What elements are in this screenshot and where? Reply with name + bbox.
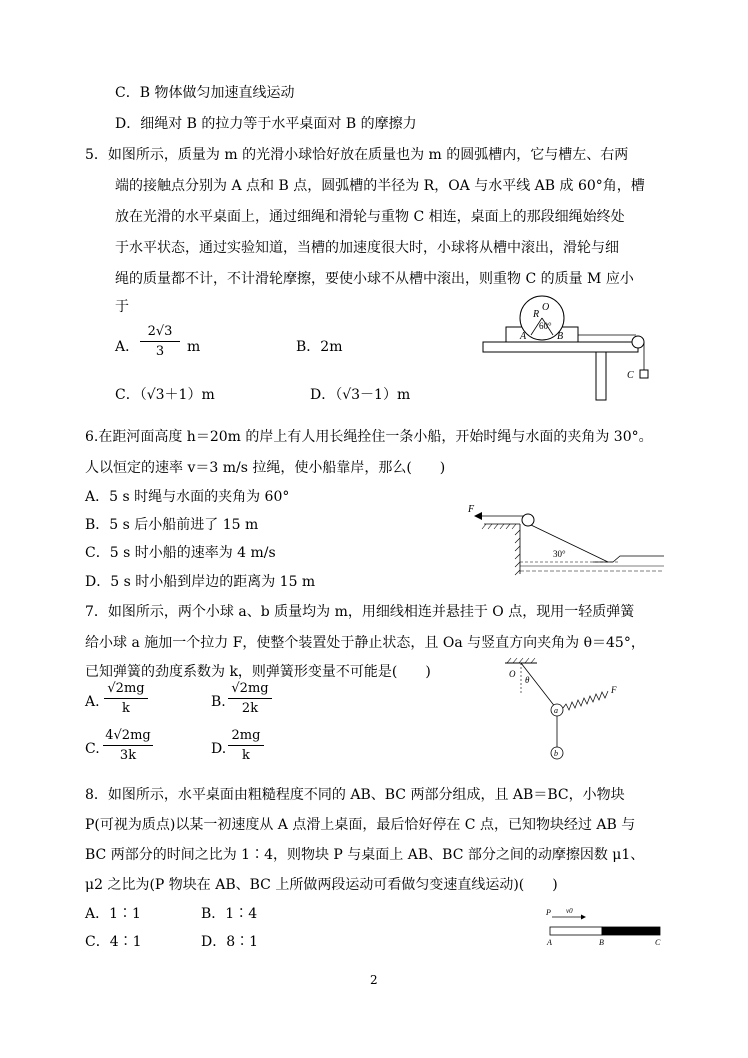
q7-text-line-1: 7．如图所示，两个小球 a、b 质量均为 m，用细线相连并悬挂于 O 点，现用一轻质弹簧 [85,604,635,620]
q8-option-d: D．8∶1 [201,934,259,950]
q8-surface-ab [550,927,602,935]
q5-option-a-unit: m [187,339,201,355]
q5-label-b: B [557,331,564,342]
q5-table-top [483,342,638,352]
q7-string-oa [521,663,556,708]
q6-wall-hatch [515,530,520,575]
q6-figure [468,500,668,580]
q7-option-d-label: D. [211,741,227,757]
q5-pulley [632,336,644,348]
q6-option-a: A．5 s 时绳与水面的夹角为 60° [85,489,290,505]
q7-label-o: O [509,669,516,679]
q5-label-a: A [520,331,527,342]
q6-text-line-2: 人以恒定的速率 v＝3 m/s 拉绳，使小船靠岸，那么( ) [85,460,446,476]
q5-label-r: R [533,309,540,320]
q6-option-d: D．5 s 时小船到岸边的距离为 15 m [85,574,316,590]
q6-boat [593,556,664,562]
q8-surface-bc [602,927,660,935]
q5-label-angle: 60° [539,321,552,331]
q6-label-f: F [468,504,475,515]
q7-option-b-fraction [228,682,272,715]
q5-option-a-fraction [140,325,180,358]
q5-text-line-2: 端的接触点分别为 A 点和 B 点，圆弧槽的半径为 R，OA 与水平线 AB 成 60°角，槽 [115,178,645,194]
q5-label-c: C [627,370,634,381]
q8-figure [544,905,666,947]
q5-option-a-numerator: 2√3 [140,325,180,342]
q8-label-a: A [547,938,552,947]
q8-text-line-2: P(可视为质点)以某一初速度从 A 点滑上桌面，最后恰好停在 C 点，已知物块经过 AB 与 [85,817,636,833]
q7-label-a: a [554,706,558,715]
q8-text-line-3: BC 两部分的时间之比为 1∶4，则物块 P 与桌面上 AB、BC 部分之间的动摩擦因数 μ1、 [85,847,645,863]
q7-label-theta: θ [525,675,530,685]
q7-option-d-numerator: 2mg [228,729,264,746]
q5-figure [478,290,658,408]
q7-text-line-3: 已知弹簧的劲度系数为 k，则弹簧形变量不可能是( ) [85,664,431,680]
q7-option-a-denominator: k [122,701,130,716]
q7-text-line-2: 给小球 a 施加一个拉力 F，使整个装置处于静止状态，且 Oa 与竖直方向夹角为 θ＝45°， [85,635,645,651]
q5-option-a-denominator: 3 [155,344,165,359]
q5-text-line-1: 5．如图所示，质量为 m 的光滑小球恰好放在质量也为 m 的圆弧槽内，它与槽左、右两 [85,147,629,163]
q7-option-c-label: C. [85,741,100,757]
q5-option-b: B．2m [296,339,343,355]
q7-option-d-fraction [228,729,264,762]
q7-option-c-numerator: 4√2mg [103,729,153,746]
q6-arrow-f [474,512,482,520]
q5-option-d: D．（√3－1）m [310,387,411,403]
q8-label-b: B [599,938,604,947]
q4-option-d: D．细绳对 B 的拉力等于水平桌面对 B 的摩擦力 [115,116,417,132]
q5-weight-c [640,370,648,378]
q7-option-b-numerator: √2mg [228,682,272,699]
q5-option-c: C．（√3＋1）m [115,387,215,403]
q7-option-c-fraction [103,729,153,762]
q6-pulley [522,514,534,526]
page-number: 2 [370,973,378,987]
q7-option-b-denominator: 2k [241,701,259,716]
q7-label-b: b [554,749,558,758]
q8-velocity-arrowhead [581,915,586,920]
q7-option-b-label: B. [211,694,226,710]
q5-text-line-5: 绳的质量都不计，不计滑轮摩擦，要使小球不从槽中滚出，则重物 C 的质量 M 应小 [115,271,634,287]
q7-option-c-denominator: 3k [119,748,137,763]
q7-label-f: F [611,685,617,695]
q5-text-line-6: 于 [115,299,129,315]
q7-option-d-denominator: k [242,748,250,763]
q6-option-c: C．5 s 时小船的速率为 4 m/s [85,545,276,561]
q8-label-p: P [546,908,551,917]
q8-option-a: A．1∶1 [85,906,141,922]
q7-spring [563,691,608,710]
q8-option-c: C．4∶1 [85,934,142,950]
q5-label-o: O [542,302,550,313]
q8-label-c: C [655,938,661,947]
q6-option-b: B．5 s 后小船前进了 15 m [85,517,259,533]
q7-option-a-numerator: √2mg [104,682,148,699]
q6-text-line-1: 6.在距河面高度 h＝20m 的岸上有人用长绳拴住一条小船，开始时绳与水面的夹角为 30°。 [85,429,653,445]
q7-option-a-label: A. [85,694,100,710]
q7-figure [495,655,635,765]
q5-text-line-3: 放在光滑的水平桌面上，通过细绳和滑轮与重物 C 相连，桌面上的那段细绳始终处 [115,209,625,225]
q4-option-c: C．B 物体做匀加速直线运动 [115,85,295,101]
q8-option-b: B．1∶4 [201,906,258,922]
q6-bank-hatch [482,524,516,529]
q6-rope-to-boat [531,525,608,562]
q5-table-leg [596,352,606,400]
q7-ceiling-hatch [507,658,535,663]
q6-label-angle: 30° [553,549,566,559]
q5-text-line-4: 于水平状态，通过实验知道，当槽的加速度很大时，小球将从槽中滚出，滑轮与细 [115,240,619,256]
q7-option-a-fraction [104,682,148,715]
q5-option-a-label: A． [115,339,140,355]
q8-label-v0: v0 [566,907,573,915]
q8-text-line-4: μ2 之比为(P 物块在 AB、BC 上所做两段运动可看做匀变速直线运动)( ) [85,877,558,893]
q8-text-line-1: 8．如图所示，水平桌面由粗糙程度不同的 AB、BC 两部分组成，且 AB＝BC，小物块 [85,787,625,803]
